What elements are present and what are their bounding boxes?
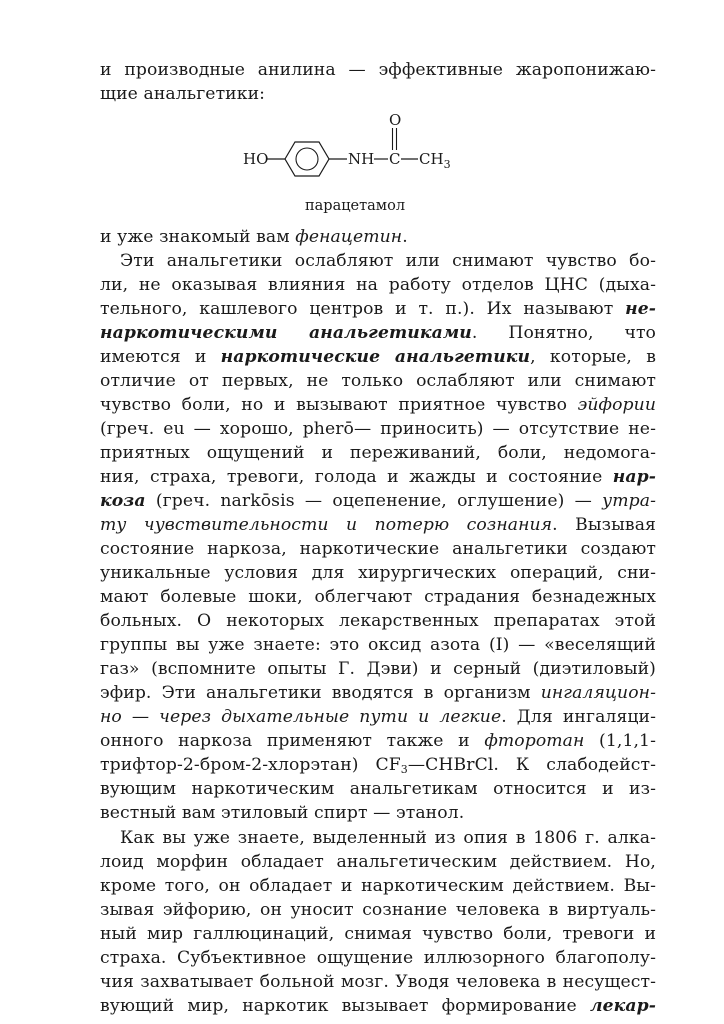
text-line: состояние наркоза, наркотические анальгетики создают bbox=[100, 539, 656, 559]
formula-caption: парацетамол bbox=[305, 198, 406, 214]
text-line: больных. О некоторых лекарственных препаратах этой bbox=[100, 611, 656, 631]
text-line: уникальные условия для хирургических операций, сни- bbox=[100, 563, 656, 583]
formula-ho: HO bbox=[243, 150, 269, 168]
term-phenacetin: фенацетин bbox=[295, 227, 403, 247]
text-line: отличие от первых, не только ослабляют или снимают bbox=[100, 371, 656, 391]
text-line: ный мир галлюцинаций, снимая чувство боли, тревоги и bbox=[100, 924, 656, 944]
text-line: мают болевые шоки, облегчают страдания безнадежных bbox=[100, 587, 656, 607]
text-line: вующим наркотическим анальгетикам относится и из- bbox=[100, 779, 656, 799]
text-line: онного наркоза применяют также и фторотан (1,1,1- bbox=[100, 731, 656, 751]
term-narcosis: коза bbox=[100, 491, 146, 511]
formula-o: O bbox=[389, 114, 402, 129]
text-line: чия захватывает больной мозг. Уводя человека в несущест- bbox=[100, 972, 656, 992]
text-line: (греч. eu — хорошо, pherō— приносить) — отсутствие не- bbox=[100, 419, 656, 439]
formula-nh: NH bbox=[348, 150, 375, 168]
text-line: кроме того, он обладает и наркотическим действием. Вы- bbox=[100, 876, 656, 896]
text-line: наркотическими анальгетиками. Понятно, что bbox=[100, 323, 657, 343]
text-line: но — через дыхательные пути и легкие. Для ингаляци- bbox=[100, 707, 656, 727]
text-line: чувство боли, но и вызывают приятное чувство эйфории bbox=[100, 395, 656, 415]
text-line: эфир. Эти анальгетики вводятся в организм ингаляцион- bbox=[100, 683, 656, 703]
benzene-ring-circle bbox=[296, 148, 318, 170]
text-line: вестный вам этиловый спирт — этанол. bbox=[100, 803, 465, 823]
formula-ch3: $CH_3$ bbox=[419, 150, 451, 171]
text-line: зывая эйфорию, он уносит сознание человека в виртуаль- bbox=[100, 900, 656, 920]
text-line: трифтор-2-бром-2-хлорэтан) $CF_3—CHBrCl$. К слабодейст- bbox=[100, 755, 657, 776]
text-line: вующий мир, наркотик вызывает формирование лекар- bbox=[100, 996, 656, 1016]
text-line: Как вы уже знаете, выделенный из опия в 1806 г. алка- bbox=[120, 828, 656, 848]
text-line: Эти анальгетики ослабляют или снимают чувство бо- bbox=[120, 251, 656, 271]
benzene-ring bbox=[285, 142, 329, 176]
text-line: страха. Субъективное ощущение иллюзорного благополу- bbox=[100, 948, 656, 968]
text-line: лоид морфин обладает анальгетическим действием. Но, bbox=[100, 852, 656, 872]
text-line: ния, страха, тревоги, голода и жажды и состояние нар- bbox=[100, 467, 656, 487]
text-line: коза (греч. narkōsis — оцепенение, оглушение) — утра- bbox=[100, 491, 656, 511]
text-line: ту чувствительности и потерю сознания. Вызывая bbox=[100, 515, 656, 535]
text-line: приятных ощущений и переживаний, боли, недомога- bbox=[100, 443, 656, 463]
text-line: ли, не оказывая влияния на работу отделов ЦНС (дыха- bbox=[100, 275, 656, 295]
paracetamol-structure bbox=[243, 114, 473, 184]
text-line: и уже знакомый вам фенацетин. bbox=[100, 227, 408, 247]
text-line: газ» (вспомните опыты Г. Дэви) и серный (диэтиловый) bbox=[100, 659, 656, 679]
text-line: тельного, кашлевого центров и т. п.). Их называют не- bbox=[100, 299, 656, 319]
text-line: группы вы уже знаете: это оксид азота (I) — «веселящий bbox=[100, 635, 656, 655]
term-euphoria: эйфории bbox=[577, 395, 656, 415]
term-narcotic-analgesics: наркотические анальгетики bbox=[220, 347, 531, 367]
term-fluorotane: фторотан bbox=[484, 731, 585, 751]
formula-c: C bbox=[389, 150, 401, 168]
text-line: щие анальгетики: bbox=[100, 84, 266, 104]
text-line: и производные анилина — эффективные жаропонижаю- bbox=[100, 60, 656, 80]
term-non-narcotic-analgesics: наркотическими анальгетиками bbox=[100, 323, 472, 343]
text-line: имеются и наркотические анальгетики, которые, в bbox=[100, 347, 656, 367]
